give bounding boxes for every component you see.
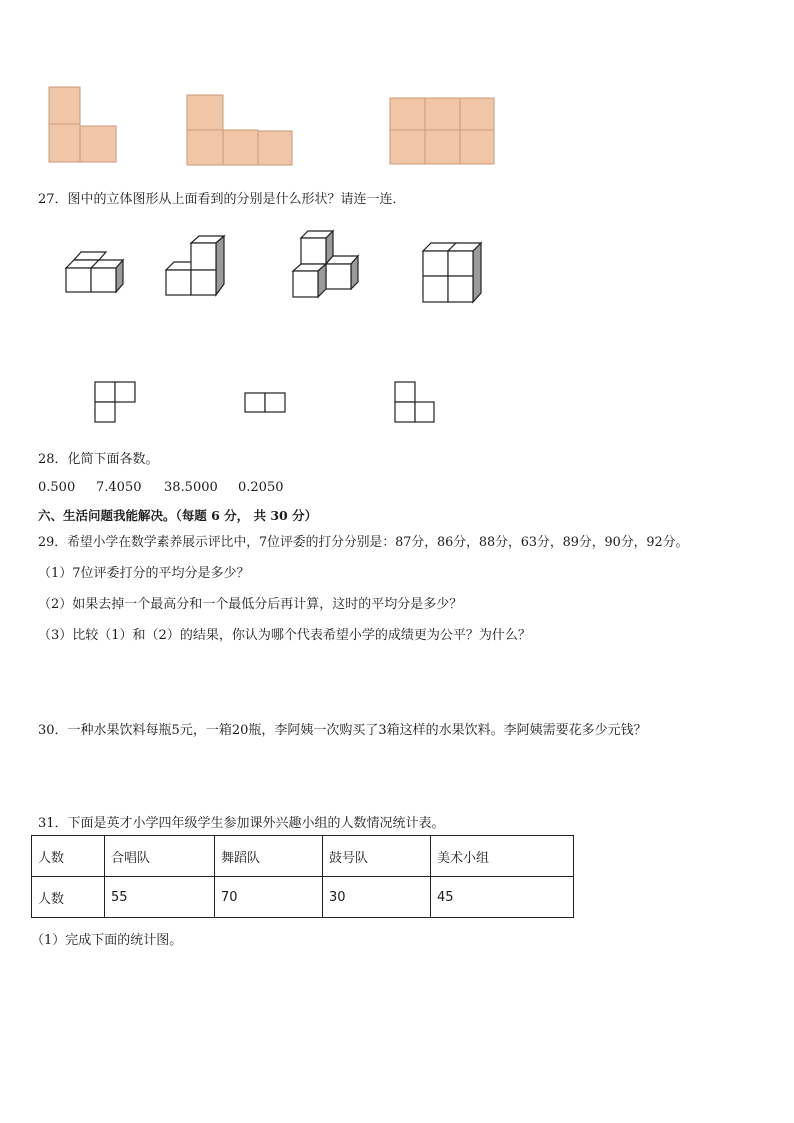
question-31: 31．下面是英才小学四年级学生参加课外兴趣小组的人数情况统计表。: [38, 816, 445, 831]
q28-number-1: 0.500: [38, 480, 76, 495]
question-28: 28．化简下面各数。: [38, 452, 159, 467]
section-6-heading: 六、生活问题我能解决。（每题 6 分， 共 30 分）: [38, 508, 318, 523]
q28-number-4: 0.2050: [238, 480, 284, 495]
table-cell: 55: [105, 877, 215, 918]
q29-sub-1: （1）7位评委打分的平均分是多少？: [38, 566, 250, 581]
interest-group-table: [31, 835, 574, 918]
table-cell: 合唱队: [105, 836, 215, 877]
q29-sub-3: （3）比较（1）和（2）的结果，你认为哪个代表希望小学的成绩更为公平？为什么？: [38, 628, 531, 643]
q28-number-3: 38.5000: [164, 480, 218, 495]
table-cell: 30: [323, 877, 431, 918]
table-row: [32, 877, 574, 918]
top-view-shape-3: [0, 0, 794, 440]
table-cell: 舞蹈队: [215, 836, 323, 877]
table-cell: 人数: [32, 877, 105, 918]
table-header-row: [32, 836, 574, 877]
question-27: 27．图中的立体图形从上面看到的分别是什么形状？请连一连．: [38, 192, 406, 207]
q28-number-2: 7.4050: [96, 480, 142, 495]
q29-sub-2: （2）如果去掉一个最高分和一个最低分后再计算，这时的平均分是多少？: [38, 597, 463, 612]
table-cell: 70: [215, 877, 323, 918]
question-29: 29．希望小学在数学素养展示评比中，7位评委的打分分别是：87分，86分，88分，63分，89分，90分，92分。: [38, 535, 689, 550]
table-cell: 美术小组: [431, 836, 574, 877]
question-30: 30．一种水果饮料每瓶5元，一箱20瓶，李阿姨一次购买了3箱这样的水果饮料。李阿姨需要花多少元钱？: [38, 723, 647, 738]
q31-sub-1: （1）完成下面的统计图。: [31, 933, 183, 948]
table-cell: 鼓号队: [323, 836, 431, 877]
table-cell: 人数: [32, 836, 105, 877]
table-cell: 45: [431, 877, 574, 918]
